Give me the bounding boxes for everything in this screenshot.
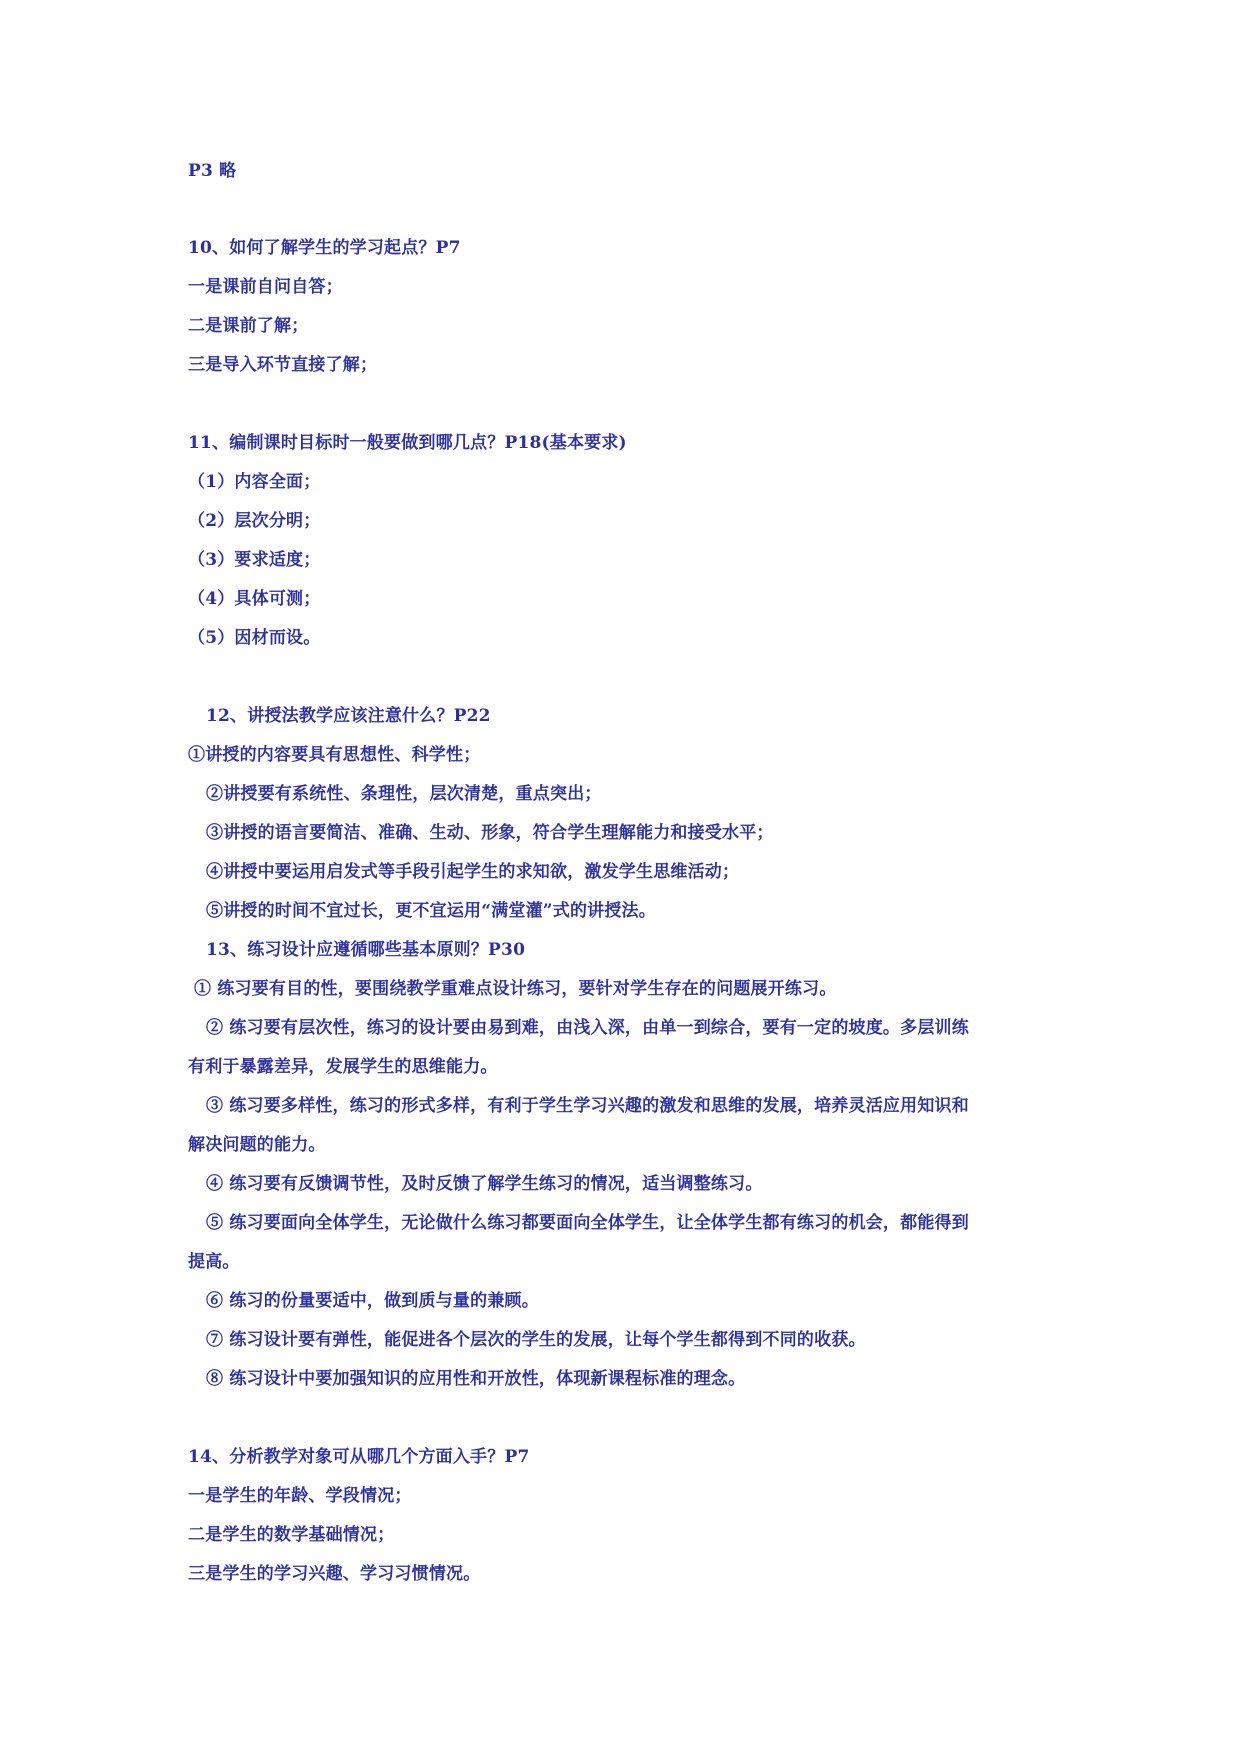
answer-11-item-4: （4）具体可测； [188,589,321,609]
answer-13-item-2-cont: 有利于暴露差异，发展学生的思维能力。 [188,1057,498,1077]
answer-11-item-2: （2）层次分明； [188,511,321,531]
answer-13-item-1: ① 练习要有目的性，要围绕教学重难点设计练习，要针对学生存在的问题展开练习。 [194,979,837,999]
answer-14-item-2: 二是学生的数学基础情况； [188,1525,395,1545]
answer-13-item-7: ⑦ 练习设计要有弹性，能促进各个层次的学生的发展，让每个学生都得到不同的收获。 [206,1330,866,1350]
answer-12-item-5: ⑤讲授的时间不宜过长，更不宜运用“满堂灌”式的讲授法。 [206,901,656,921]
answer-10-item-1: 一是课前自问自答； [188,277,343,297]
answer-13-item-4: ④ 练习要有反馈调节性，及时反馈了解学生练习的情况，适当调整练习。 [206,1174,763,1194]
question-11-heading: 11、编制课时目标时一般要做到哪几点？P18(基本要求) [188,433,627,453]
answer-13-item-3-cont: 解决问题的能力。 [188,1135,326,1155]
question-14-heading: 14、分析教学对象可从哪几个方面入手？P7 [188,1447,530,1467]
answer-10-item-3: 三是导入环节直接了解； [188,355,378,375]
answer-13-item-8: ⑧ 练习设计中要加强知识的应用性和开放性，体现新课程标准的理念。 [206,1369,746,1389]
question-13-heading: 13、练习设计应遵循哪些基本原则？P30 [206,940,526,960]
answer-12-item-4: ④讲授中要运用启发式等手段引起学生的求知欲，激发学生思维活动； [206,862,740,882]
answer-13-item-2: ② 练习要有层次性，练习的设计要由易到难，由浅入深，由单一到综合，要有一定的坡度。多层训练 [206,1018,969,1038]
answer-12-item-3: ③讲授的语言要简洁、准确、生动、形象，符合学生理解能力和接受水平； [206,823,774,843]
answer-13-item-6: ⑥ 练习的份量要适中，做到质与量的兼顾。 [206,1291,539,1311]
answer-10-item-2: 二是课前了解； [188,316,309,336]
answer-11-item-5: （5）因材而设。 [188,628,321,648]
note-p3: P3 略 [188,161,237,181]
answer-12-item-1: ①讲授的内容要具有思想性、科学性； [188,745,481,765]
answer-14-item-3: 三是学生的学习兴趣、学习习惯情况。 [188,1564,481,1584]
question-12-heading: 12、讲授法教学应该注意什么？P22 [206,706,491,726]
answer-11-item-3: （3）要求适度； [188,550,321,570]
answer-13-item-5-cont: 提高。 [188,1252,240,1272]
answer-13-item-5: ⑤ 练习要面向全体学生，无论做什么练习都要面向全体学生，让全体学生都有练习的机会，都能得到 [206,1213,969,1233]
question-10-heading: 10、如何了解学生的学习起点？P7 [188,238,461,258]
answer-11-item-1: （1）内容全面； [188,472,321,492]
answer-12-item-2: ②讲授要有系统性、条理性，层次清楚，重点突出； [206,784,602,804]
answer-13-item-3: ③ 练习要多样性，练习的形式多样，有利于学生学习兴趣的激发和思维的发展，培养灵活应用知识和 [206,1096,969,1116]
answer-14-item-1: 一是学生的年龄、学段情况； [188,1486,412,1506]
